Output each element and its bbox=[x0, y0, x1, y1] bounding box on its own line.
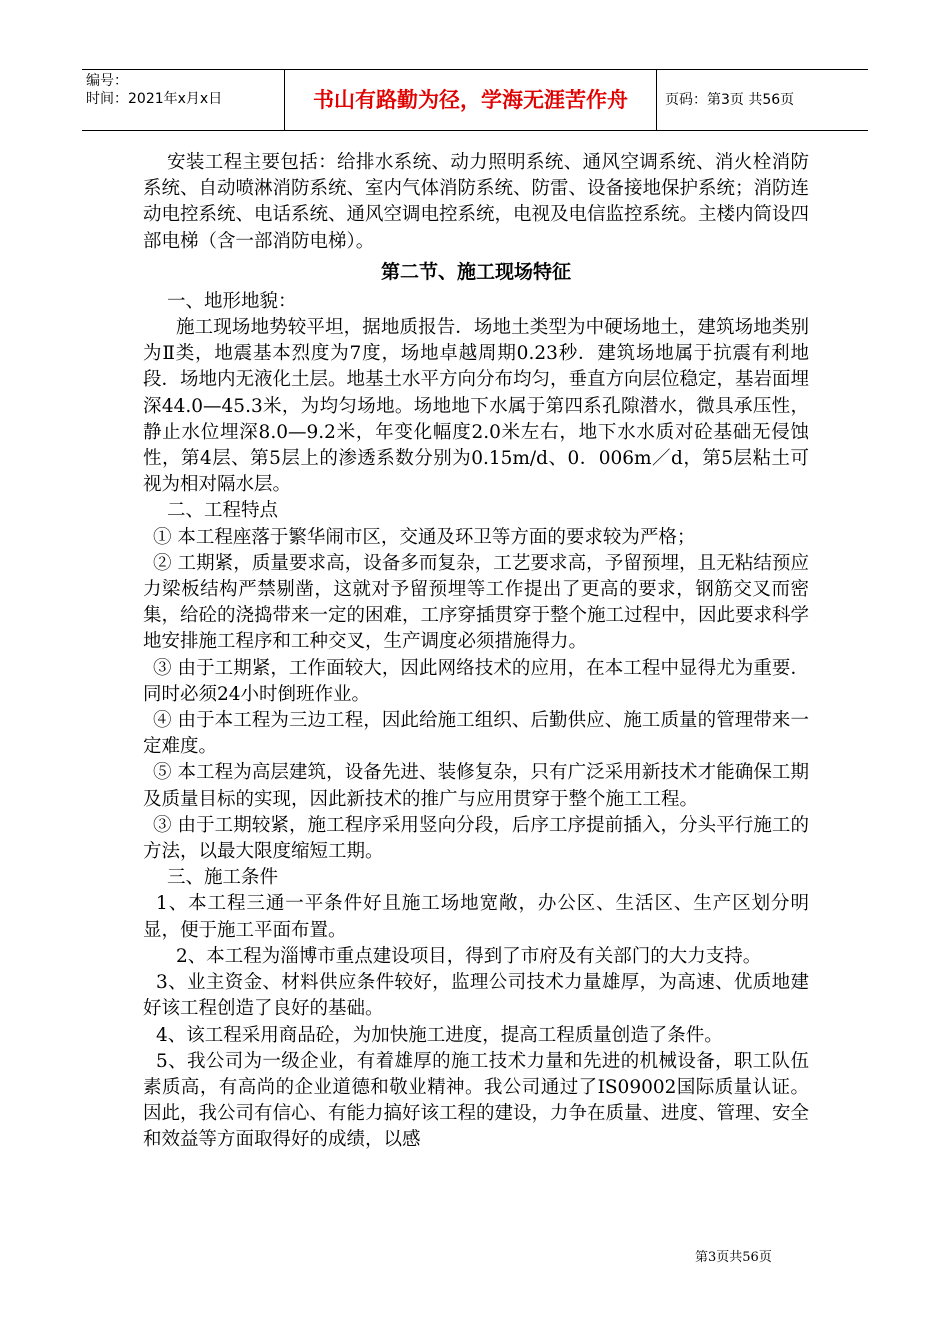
feature-item-3: ③ 由于工期紧，工作面较大，因此网络技术的应用，在本工程中显得尤为重要．同时必须24小时倒班作业。 bbox=[143, 657, 809, 705]
feature-item-5: ⑤ 本工程为高层建筑，设备先进、装修复杂，只有广泛采用新技术才能确保工期及质量目标的实现，因此新技术的推广与应用贯穿于整个施工工程。 bbox=[143, 762, 809, 810]
condition-item-3: 3、业主资金、材料供应条件较好，监理公司技术力量雄厚，为高速、优质地建好该工程创造了良好的基础。 bbox=[143, 972, 809, 1020]
paragraph-terrain: 施工现场地势较平坦，据地质报告．场地土类型为中硬场地土，建筑场地类别为Ⅱ类，地震基本烈度为7度，场地卓越周期0.23秒．建筑场地属于抗震有利地段．场地内无液化土层。地基土水平方向分布均匀，垂直方向层位稳定，基岩面埋深44.0—45.3米，为均匀场地。场地地下水属于第四系孔隙潜水，微具承压性，静止水位埋深8.0—9.2米，年变化幅度2.0米左右，地下水水质对砼基础无侵蚀性，第4层、第5层上的渗透系数分别为0.15m/d、0．006m／d，第5层粘土可视为相对隔水层。 bbox=[143, 317, 810, 496]
feature-item-6: ③ 由于工期较紧，施工程序采用竖向分段，后序工序提前插入，分头平行施工的方法，以最大限度缩短工期。 bbox=[143, 814, 809, 863]
number-label: 编号： bbox=[86, 73, 128, 89]
heading-terrain: 一、地形地貌： bbox=[167, 290, 297, 312]
time-label: 时间：2021年x月x日 bbox=[86, 91, 223, 107]
header-info-cell bbox=[82, 70, 284, 130]
condition-item-1: 1、本工程三通一平条件好且施工场地宽敞，办公区、生活区、生产区划分明显，便于施工平面布置。 bbox=[143, 893, 809, 941]
header-motto: 书山有路勤为径，学海无涯苦作舟 bbox=[284, 70, 657, 130]
feature-item-4: ④ 由于本工程为三边工程，因此给施工组织、后勤供应、施工质量的管理带来一定难度。 bbox=[143, 710, 809, 758]
page-header bbox=[82, 69, 868, 131]
condition-item-5: 5、我公司为一级企业，有着雄厚的施工技术力量和先进的机械设备，职工队伍素质高，有高尚的企业道德和敬业精神。我公司通过了IS09002国际质量认证。因此，我公司有信心、有能力搞好该工程的建设，力争在质量、进度、管理、安全和效益等方面取得好的成绩，以感 bbox=[143, 1050, 810, 1151]
condition-item-2: 2、本工程为淄博市重点建设项目，得到了市府及有关部门的大力支持。 bbox=[176, 945, 762, 967]
paragraph-installation: 安装工程主要包括：给排水系统、动力照明系统、通风空调系统、消火栓消防系统、自动喷淋消防系统、室内气体消防系统、防雷、设备接地保护系统；消防连动电控系统、电话系统、通风空调电控系统，电视及电信监控系统。主楼内筒设四部电梯（含一部消防电梯）。 bbox=[143, 152, 810, 252]
document-body bbox=[143, 150, 809, 1154]
header-page-label: 页码：第3页 共56页 bbox=[665, 92, 795, 108]
heading-features: 二、工程特点 bbox=[167, 500, 279, 522]
feature-item-2: ② 工期紧，质量要求高，设备多而复杂，工艺要求高，予留预埋，且无粘结预应力梁板结构严禁剔凿，这就对予留预埋等工作提出了更高的要求，钢筋交叉而密集，给砼的浇捣带来一定的困难，工序穿插贯穿于整个施工过程中，因此要求科学地安排施工程序和工种交叉，生产调度必须措施得力。 bbox=[143, 552, 810, 653]
feature-item-1: ① 本工程座落于繁华闹市区，交通及环卫等方面的要求较为严格； bbox=[153, 526, 696, 548]
section-title: 第二节、施工现场特征 bbox=[380, 260, 571, 283]
condition-item-4: 4、该工程采用商品砼，为加快施工进度，提高工程质量创造了条件。 bbox=[156, 1024, 723, 1046]
heading-conditions: 三、施工条件 bbox=[167, 867, 279, 889]
page-footer: 第3页共56页 bbox=[695, 1250, 772, 1265]
